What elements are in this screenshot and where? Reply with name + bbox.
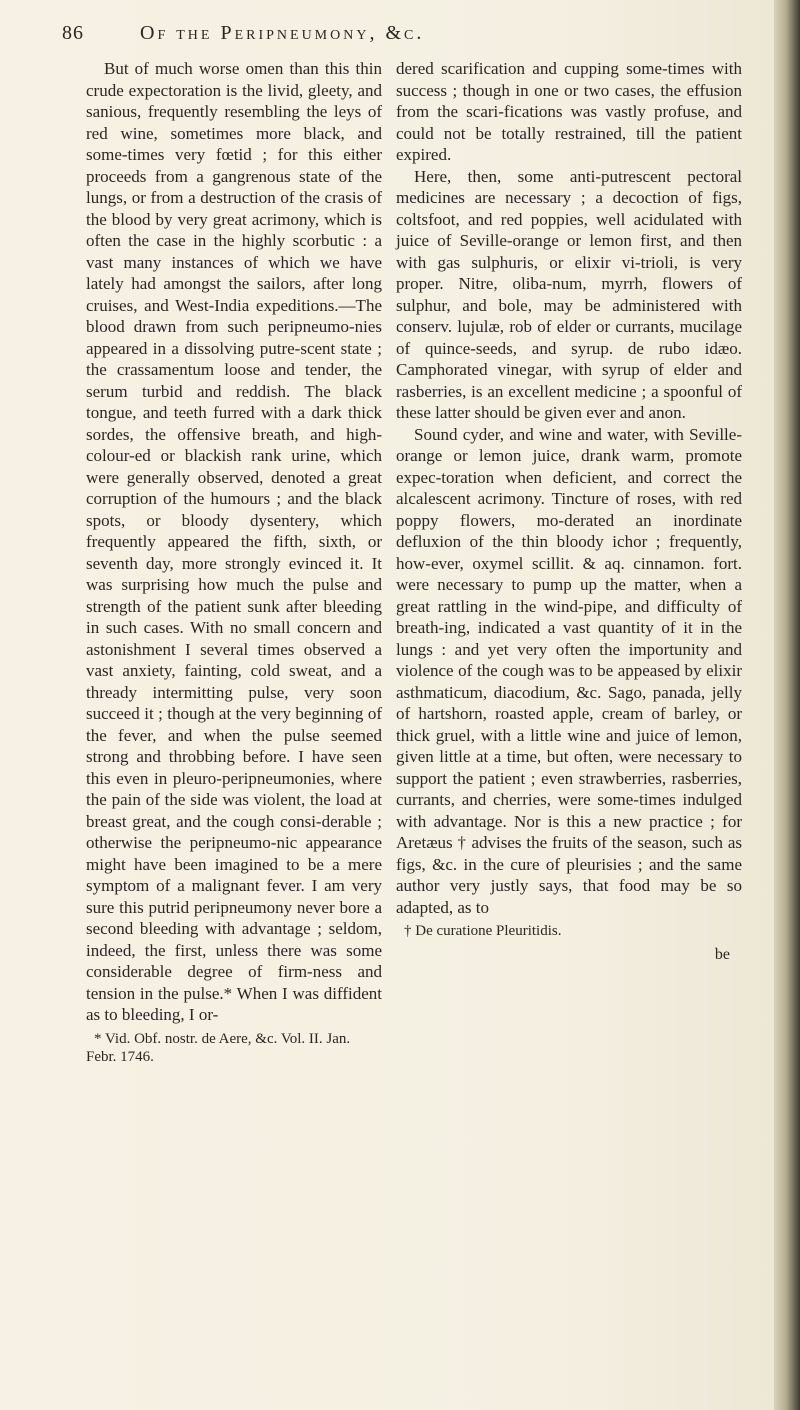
right-footnote: † De curatione Pleuritidis.	[404, 923, 562, 939]
running-head	[62, 22, 752, 50]
page-number: 86	[62, 22, 84, 44]
left-paragraph: But of much worse omen than this thin crude expectoration is the livid, gleety, and sanious, frequently resembling the leys of red wine, sometimes more black, and some-times very fœtid ; for this either proceeds from a gangrenous state of the lungs, or from a destruction of the crasis of the blood by very great acrimony, which is often the case in the highly scorbutic : a vast many instances of which we have lately had amongst the sailors, after long cruises, and West-India expeditions.—The blood drawn from such peripneumo-nies appeared in a dissolving putre-scent state ; the crassamentum loose and tender, the serum turbid and reddish. The black tongue, and teeth furred with a dark thick sordes, the offensive breath, and high-colour-ed or blackish rank urine, which were generally observed, denoted a great corruption of the humours ; and the black spots, or bloody dysentery, which frequently appeared the fifth, sixth, or seventh day, more strongly evinced it. It was surprising how much the pulse and strength of the patient sunk after bleeding in such cases. With no small concern and astonishment I several times observed a vast anxiety, fainting, cold sweat, and a thready intermitting pulse, very soon succeed it ; though at the very beginning of the fever, and when the pulse seemed strong and throbbing before. I have seen this even in pleuro-peripneumonies, where the pain of the side was violent, the load at breast great, and the cough consi-derable ; otherwise the peripneumo-nic appearance might have been imagined to be a mere symptom of a malignant fever. I am very sure this putrid peripneumony never bore a second bleeding with advantage ; seldom, indeed, the first, unless there was some considerable degree of firm-ness and tension in the pulse.* When I was diffident as to bleeding, I or-	[86, 59, 382, 1024]
book-spine-edge	[774, 0, 800, 1410]
right-column	[396, 58, 742, 966]
left-column	[86, 58, 382, 1066]
right-paragraph-continued: dered scarification and cupping some-times with success ; though in one or two cases, the effusion from the scari-fications was vastly profuse, and could not be totally restrained, till the patient expired.	[396, 59, 742, 164]
right-paragraph-medicines: Here, then, some anti-putrescent pectoral medicines are necessary ; a decoction of figs, coltsfoot, and red poppies, well acidulated with juice of Seville-orange or lemon first, and then with gas sulphuris, or elixir vi-trioli, is very proper. Nitre, oliba-num, myrrh, flowers of sulphur, and bole, may be administered with conserv. lujulæ, rob of elder or currants, mucilage of quince-seeds, and syrup. de rubo idæo. Camphorated vinegar, with syrup of elder and rasberries, is an excellent medicine ; a spoonful of these latter should be given ever and anon.	[396, 166, 742, 422]
right-paragraph-drinks: Sound cyder, and wine and water, with Seville-orange or lemon juice, drank warm, promote expec-toration when deficient, and correct the alcalescent acrimony. Tincture of roses, with red poppy flowers, mo-derated an inordinate defluxion of the thin bloody ichor ; frequently, how-ever, oxymel scillit. & aq. cinnamon. fort. were necessary to pump up the matter, when a great rattling in the wind-pipe, and difficulty of breath-ing, indicated a vast quantity of it in the lungs : and yet very often the importunity and violence of the cough was to be appeased by elixir asthmaticum, diacodium, &c. Sago, panada, jelly of hartshorn, roasted apple, cream of barley, or thick gruel, with a little wine and juice of lemon, given little at a time, but often, were necessary to support the patient ; even strawberries, rasberries, currants, and cherries, were some-times indulged with advantage. Nor is this a new practice ; for Aretæus † advises the fruits of the season, such as figs, &c. in the cure of pleurisies ; and the same author very justly says, that food may be so adapted, as to	[396, 424, 742, 917]
running-title: Of the Peripneumony, &c.	[140, 22, 425, 44]
catchword: be	[714, 946, 730, 963]
left-footnote: * Vid. Obf. nostr. de Aere, &c. Vol. II. Jan. Febr. 1746.	[86, 1030, 351, 1065]
